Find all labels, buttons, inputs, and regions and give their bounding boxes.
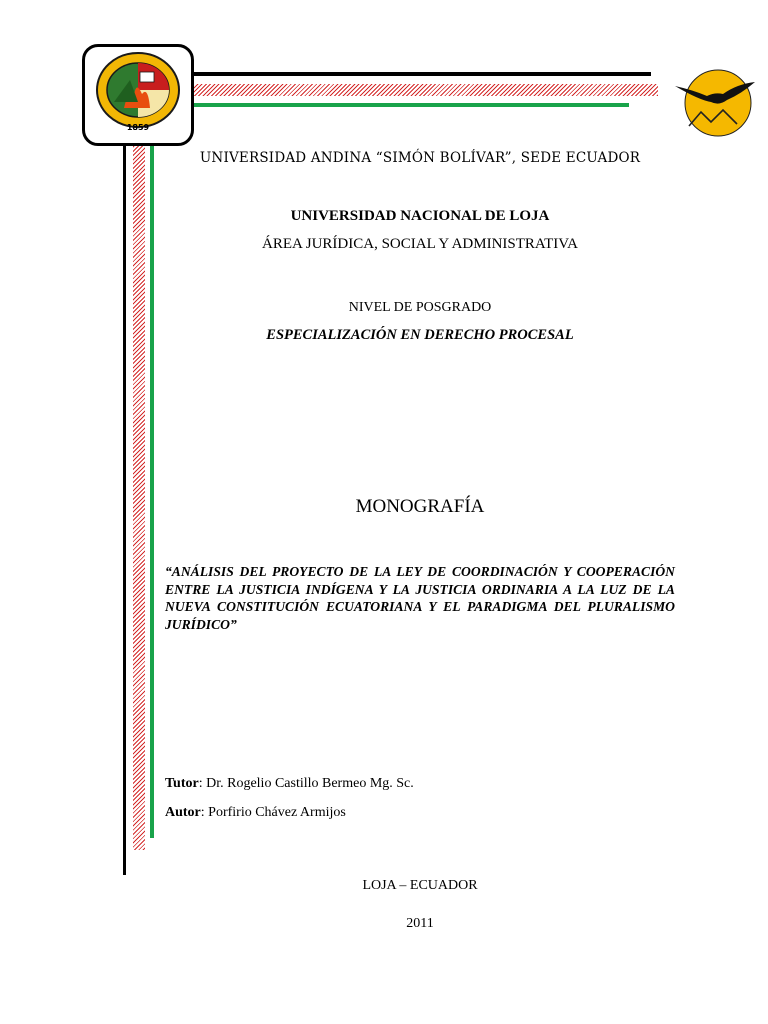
author-name: : Porfirio Chávez Armijos [200,805,346,820]
author-label: Autor [165,805,201,820]
place-line: LOJA – ECUADOR [362,878,478,893]
frame-vertical-hatched-line [133,138,145,850]
document-type-heading: MONOGRAFÍA [355,496,485,517]
program-level: NIVEL DE POSGRADO [348,300,492,315]
academic-area: ÁREA JURÍDICA, SOCIAL Y ADMINISTRATIVA [262,236,578,252]
frame-vertical-black-line [123,70,126,875]
tutor-name: : Dr. Rogelio Castillo Bermeo Mg. Sc. [198,776,414,791]
tutor-line [165,776,414,792]
institution-andina: UNIVERSIDAD ANDINA “SIMÓN BOLÍVAR”, SEDE ECUADOR [199,150,641,166]
university-seal-logo [94,50,182,134]
svg-text:1859: 1859 [126,123,150,132]
thesis-title: “ANÁLISIS DEL PROYECTO DE LA LEY DE COORDINACIÓN Y COOPERACIÓN ENTRE LA JUSTICIA INDÍGENA Y LA JUSTICIA ORDINARIA A LA LUZ DE LA NUEVA CONSTITUCIÓN ECUATORIANA Y EL PARADIGMA DEL PLURALISMO JURÍDICO” [165,564,675,632]
specialization-title: ESPECIALIZACIÓN EN DERECHO PROCESAL [266,327,574,343]
frame-horizontal-black-line [183,72,651,76]
author-line [165,805,346,821]
year-line: 2011 [406,916,434,931]
frame-horizontal-hatched-line [193,84,658,96]
bird-emblem-logo [671,66,761,140]
frame-horizontal-green-line [193,103,629,107]
institution-unl: UNIVERSIDAD NACIONAL DE LOJA [290,208,550,224]
tutor-label: Tutor [165,776,199,791]
